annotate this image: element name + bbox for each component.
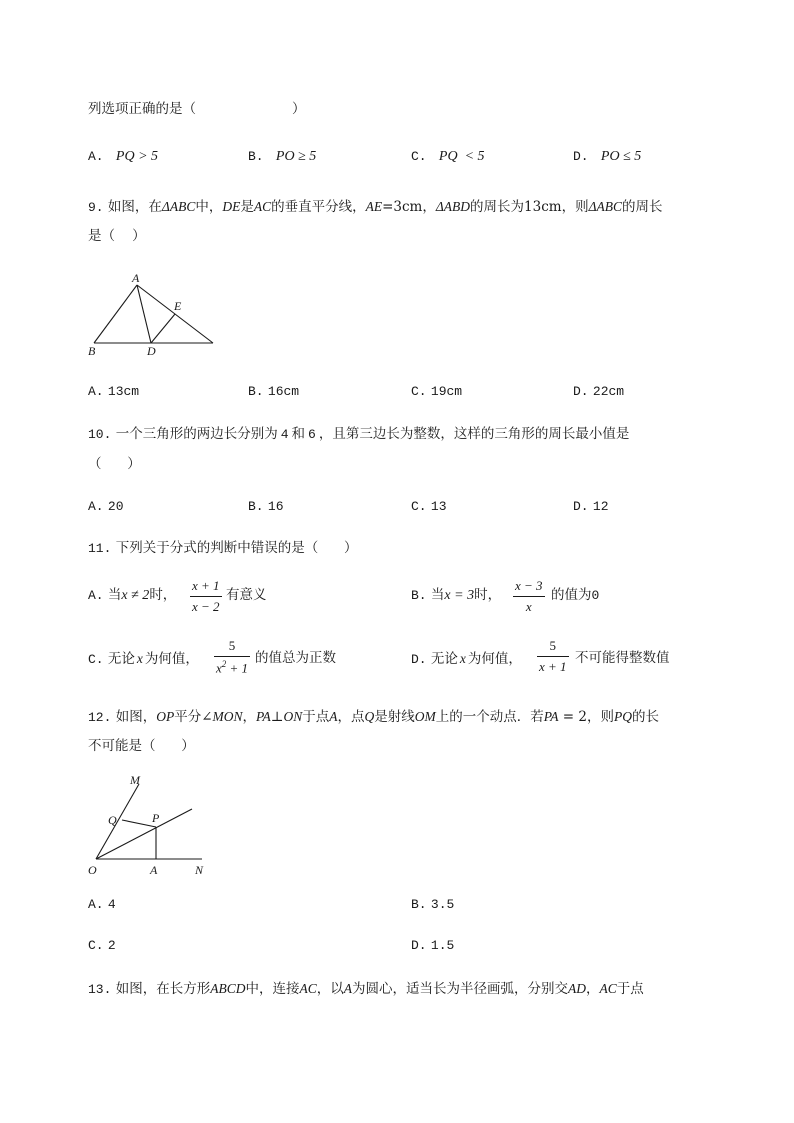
q11-c-fraction: $\frac{5}{x^2 + 1}$ — [216, 638, 249, 676]
q8-option-c-expr: PQ < 5 — [438, 149, 485, 164]
q12-label-m: M — [130, 773, 140, 787]
q12-option-c[interactable]: C. 2 — [88, 938, 116, 953]
q11-b-fraction: $\frac{x - 3}{x}$ — [515, 578, 543, 614]
q11-option-c[interactable]: C. 无论 x 为何值， — [88, 651, 199, 667]
q9-seg-ab — [94, 285, 137, 343]
q10-option-a[interactable]: A. 20 — [88, 499, 124, 514]
q11-option-a[interactable]: A. 当x ≠ 2时， — [88, 587, 177, 603]
q11-d-post: 不可能得整数值 — [575, 650, 670, 666]
q10-stem-line1: 10. 一个三角形的两边长分别为 4 和 6 ，且第三边长为整数，这样的三角形的周长最小值是 — [88, 426, 630, 442]
q9-option-b[interactable]: B. 16cm — [248, 384, 300, 399]
q8-stem-close: ） — [292, 101, 306, 117]
q8-stem-text: 列选项正确的是（ — [88, 101, 196, 117]
q8-option-a-expr: PQ > 5 — [115, 149, 159, 164]
q8-option-b[interactable]: B. PO ≥ 5 — [248, 149, 317, 164]
q8-option-b-expr: PO ≥ 5 — [275, 149, 317, 164]
q9-label-a: A — [132, 271, 140, 285]
q12-figure — [84, 770, 214, 880]
q12-option-d[interactable]: D. 1.5 — [411, 938, 455, 953]
q12-option-b[interactable]: B. 3.5 — [411, 897, 455, 912]
q12-label-o: O — [88, 863, 97, 877]
q8-option-d[interactable]: D. PO ≤ 5 — [573, 149, 642, 164]
q10-stem-line2: （ ） — [88, 456, 141, 472]
q9-option-d[interactable]: D. 22cm — [573, 384, 625, 399]
q10-option-c[interactable]: C. 13 — [411, 499, 447, 514]
q11-stem: 11. 下列关于分式的判断中错误的是（ ） — [88, 540, 358, 556]
q9-label-e: E — [174, 299, 182, 313]
q8-option-c[interactable]: C. PQ < 5 — [411, 149, 485, 164]
q8-option-d-expr: PO ≤ 5 — [600, 149, 642, 164]
q12-label-q: Q — [108, 813, 117, 827]
q10-option-b[interactable]: B. 16 — [248, 499, 284, 514]
q9-seg-de — [151, 314, 175, 343]
q9-stem-line2: 是（ ） — [88, 228, 146, 244]
q9-stem-line1: 9. 如图，在ΔABC中，DE是AC的垂直平分线，AE=3cm，ΔABD的周长为13cm，则ΔABC的周长 — [88, 199, 663, 215]
q11-d-fraction: $\frac{5}{x + 1}$ — [539, 638, 567, 674]
q12-option-a[interactable]: A. 4 — [88, 897, 116, 912]
q8-stem — [88, 103, 306, 117]
q9-label-b: B — [88, 344, 96, 358]
q10-option-d[interactable]: D. 12 — [573, 499, 609, 514]
q11-b-post: 的值为0 — [551, 587, 600, 603]
q9-label-d: D — [147, 344, 156, 358]
q12-label-n: N — [195, 863, 204, 877]
q11-a-post: 有意义 — [226, 587, 267, 603]
q9-figure — [84, 272, 224, 362]
q8-option-a[interactable]: A. PQ > 5 — [88, 149, 159, 164]
q11-option-d[interactable]: D. 无论 x 为何值， — [411, 651, 522, 667]
q12-stem-line2: 不可能是（ ） — [88, 738, 195, 754]
q13-stem-line1: 13. 如图，在长方形ABCD中，连接AC，以A为圆心，适当长为半径画弧，分别交AD，AC于点 — [88, 981, 644, 997]
q12-seg-qp — [122, 820, 156, 827]
q11-c-post: 的值总为正数 — [255, 650, 336, 666]
q9-option-a[interactable]: A. 13cm — [88, 384, 140, 399]
q11-option-b[interactable]: B. 当x = 3时， — [411, 587, 502, 603]
q9-option-c[interactable]: C. 19cm — [411, 384, 463, 399]
q11-a-fraction: $\frac{x + 1}{x - 2}$ — [192, 578, 220, 614]
q12-label-a: A — [150, 863, 158, 877]
q12-label-p: P — [152, 811, 160, 825]
q12-stem-line1: 12. 如图，OP平分∠MON，PA⊥ON于点A，点Q是射线OM上的一个动点．若PA = 2，则PQ的长 — [88, 709, 659, 725]
